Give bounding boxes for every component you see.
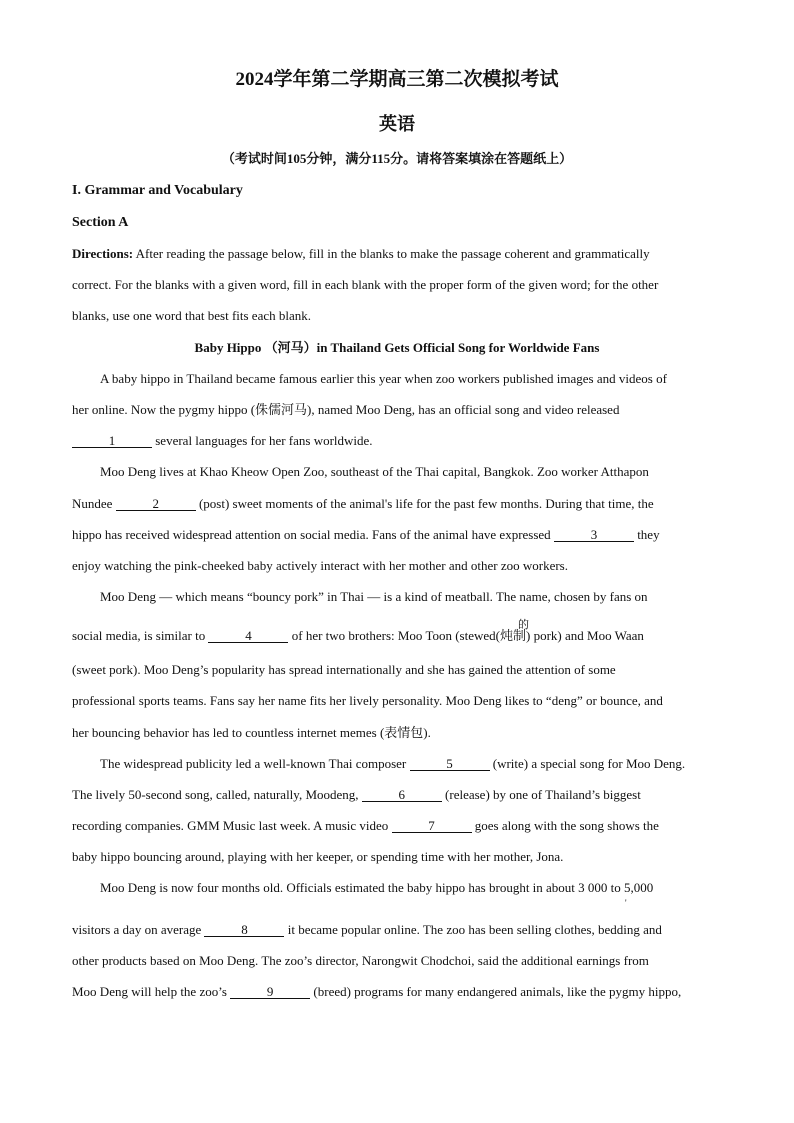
p5-line-2: visitors a day on average 8 it became popular online. The zoo has been selling clothes, bedding and — [72, 922, 662, 937]
directions-label: Directions: — [72, 246, 134, 261]
p3-line-3: (sweet pork). Moo Deng’s popularity has spread internationally and she has gained the attention of some — [72, 662, 616, 677]
p1-line-1: A baby hippo in Thailand became famous earlier this year when zoo workers published images and videos of — [100, 371, 667, 386]
exam-title: 2024学年第二学期高三第二次模拟考试 — [235, 69, 559, 90]
p2-line-4: enjoy watching the pink-cheeked baby actively interact with her mother and other zoo workers. — [72, 558, 568, 573]
p2-line-3: hippo has received widespread attention on social media. Fans of the animal have expressed 3 they — [72, 527, 660, 542]
p3-line-1: Moo Deng — which means “bouncy pork” in Thai — is a kind of meatball. The name, chosen by fans on — [100, 589, 648, 604]
p5-line-3: other products based on Moo Deng. The zoo’s director, Narongwit Chodchoi, said the additional earnings from — [72, 953, 649, 968]
exam-note: （考试时间105分钟，满分115分。请将答案填涂在答题纸上） — [221, 151, 573, 166]
p2-line-2: Nundee 2 (post) sweet moments of the animal's life for the past few months. During that time, the — [72, 496, 654, 511]
directions-line-3: blanks, use one word that best fits each blank. — [72, 308, 311, 323]
blank-9[interactable]: 9 — [230, 985, 310, 999]
blank-7[interactable]: 7 — [392, 819, 472, 833]
p5-line-1: Moo Deng is now four months old. Officials estimated the baby hippo has brought in about 3 000 to 5,000 — [100, 880, 654, 895]
p1-line-3: 1 several languages for her fans worldwide. — [72, 433, 373, 449]
blank-4[interactable]: 4 — [208, 629, 288, 643]
p4-line-1: The widespread publicity led a well-known Thai composer 5 (write) a special song for Moo Deng. — [100, 756, 686, 771]
p3-line-4: professional sports teams. Fans say her name fits her lively personality. Moo Deng likes to “deng” or bounce, and — [72, 693, 663, 708]
blank-8[interactable]: 8 — [204, 923, 284, 937]
p4-line-3: recording companies. GMM Music last week. A music video 7 goes along with the song shows the — [72, 818, 659, 833]
part-heading: I. Grammar and Vocabulary — [72, 183, 243, 198]
p3-line-5: her bouncing behavior has led to countless internet memes (表情包). — [72, 725, 431, 740]
p1-line-2: her online. Now the pygmy hippo (侏儒河马), named Moo Deng, has an official song and video released — [72, 402, 620, 417]
directions-line-1: Directions: After reading the passage below, fill in the blanks to make the passage coherent and grammatically — [72, 246, 650, 261]
p4-line-4: baby hippo bouncing around, playing with her keeper, or spending time with her mother, Jona. — [72, 849, 564, 864]
passage-title: Baby Hippo （河马）in Thailand Gets Official Song for Worldwide Fans — [194, 340, 600, 355]
p4-line-2: The lively 50-second song, called, naturally, Moodeng, 6 (release) by one of Thailand’s biggest — [72, 787, 641, 802]
blank-6[interactable]: 6 — [362, 788, 442, 802]
p3-line-2: social media, is similar to 4 of her two brothers: Moo Toon (stewed(炖制 的 ) pork) and Moo Waan — [72, 619, 644, 643]
blank-5[interactable]: 5 — [410, 757, 490, 771]
p5-line-4: Moo Deng will help the zoo’s 9 (breed) programs for many endangered animals, like the pygmy hippo, — [72, 984, 682, 999]
ruby-annotation: 炖制 的 — [500, 619, 530, 643]
blank-2[interactable]: 2 — [116, 497, 196, 511]
subject-title: 英语 — [379, 114, 415, 134]
section-heading: Section A — [72, 215, 129, 230]
blank-1[interactable]: 1 — [72, 434, 152, 448]
directions-line-2: correct. For the blanks with a given word, fill in each blank with the proper form of the given word; for the other — [72, 277, 659, 292]
p2-line-1: Moo Deng lives at Khao Kheow Open Zoo, southeast of the Thai capital, Bangkok. Zoo worker Atthapon — [100, 464, 649, 479]
stray-mark: ' — [625, 898, 627, 908]
blank-3[interactable]: 3 — [554, 528, 634, 542]
